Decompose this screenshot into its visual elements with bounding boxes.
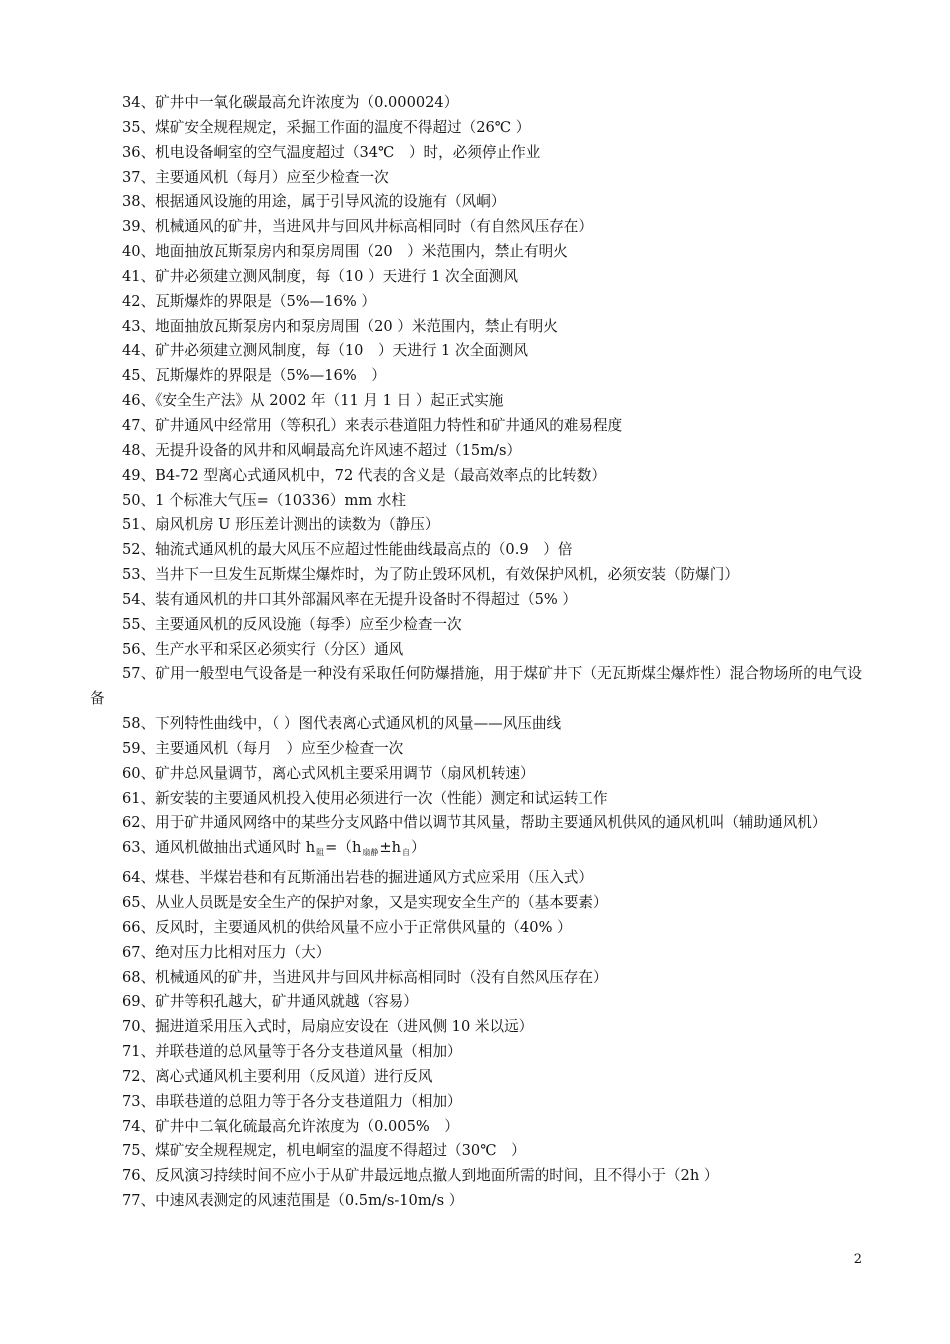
formula-subscript: 扇静 — [362, 848, 379, 858]
list-item: 52、轴流式通风机的最大风压不应超过性能曲线最高点的（0.9 ）倍 — [122, 541, 573, 559]
page-number: 2 — [853, 1252, 862, 1267]
list-item: 71、并联巷道的总风量等于各分支巷道风量（相加） — [122, 1043, 462, 1061]
list-item: 58、下列特性曲线中，（ ）图代表离心式通风机的风量——风压曲线 — [122, 715, 562, 733]
list-item: 46、《安全生产法》从 2002 年（11 月 1 日 ）起正式实施 — [122, 392, 504, 410]
list-item: 37、主要通风机（每月）应至少检查一次 — [122, 168, 389, 186]
formula-middle: =（h — [325, 839, 362, 857]
list-item: 61、新安装的主要通风机投入使用必须进行一次（性能）测定和试运转工作 — [122, 789, 608, 807]
list-item: 44、矿井必须建立测风制度，每（10 ）天进行 1 次全面测风 — [122, 342, 528, 360]
list-item: 51、扇风机房 U 形压差计测出的读数为（静压） — [122, 516, 440, 534]
list-item: 57、矿用一般型电气设备是一种没有采取任何防爆措施，用于煤矿井下（无瓦斯煤尘爆炸性）混合物场所的电气设备 — [90, 665, 862, 708]
list-item: 70、掘进道采用压入式时，局扇应安设在（进风侧 10 米以远） — [122, 1018, 534, 1036]
list-item: 73、串联巷道的总阻力等于各分支巷道阻力（相加） — [122, 1092, 462, 1110]
list-item: 42、瓦斯爆炸的界限是（5%—16% ） — [122, 292, 376, 310]
list-item: 45、瓦斯爆炸的界限是（5%—16% ） — [122, 367, 386, 385]
list-item: 76、反风演习持续时间不应小于从矿井最远地点撤人到地面所需的时间，且不得小于（2h ） — [122, 1167, 719, 1185]
list-item: 77、中速风表测定的风速范围是（0.5m/s-10m/s ） — [122, 1192, 464, 1210]
formula-subscript: 阻 — [316, 848, 325, 858]
list-item: 49、B4-72 型离心式通风机中，72 代表的含义是（最高效率点的比转数） — [122, 466, 606, 484]
list-item: 55、主要通风机的反风设施（每季）应至少检查一次 — [122, 615, 462, 633]
list-item: 60、矿井总风量调节，离心式风机主要采用调节（扇风机转速） — [122, 764, 535, 782]
list-item: 48、无提升设备的风井和风峒最高允许风速不超过（15m/s） — [122, 441, 522, 459]
formula-item — [90, 836, 862, 866]
list-item: 41、矿井必须建立测风制度，每（10 ）天进行 1 次全面测风 — [122, 267, 519, 285]
list-item: 72、离心式通风机主要利用（反风道）进行反风 — [122, 1067, 433, 1085]
list-item: 66、反风时，主要通风机的供给风量不应小于正常供风量的（40% ） — [122, 918, 572, 936]
list-item: 50、1 个标准大气压=（10336）mm 水柱 — [122, 491, 406, 509]
formula-plus-minus: ±h — [379, 839, 402, 857]
list-item: 47、矿井通风中经常用（等积孔）来表示巷道阻力特性和矿井通风的难易程度 — [122, 416, 623, 434]
list-item: 62、用于矿井通风网络中的某些分支风路中借以调节其风量，帮助主要通风机供风的通风机叫（辅助通风机） — [122, 814, 827, 832]
list-item: 68、机械通风的矿井，当进风井与回风井标高相同时（没有自然风压存在） — [122, 968, 608, 986]
formula-close: ） — [411, 839, 426, 857]
list-item: 64、煤巷、半煤岩巷和有瓦斯涌出岩巷的掘进通风方式应采用（压入式） — [122, 869, 593, 887]
formula-lead: 63、通风机做抽出式通风时 h — [122, 839, 316, 857]
question-list — [90, 91, 862, 1214]
list-item: 43、地面抽放瓦斯泵房内和泵房周围（20 ）米范围内，禁止有明火 — [122, 317, 558, 335]
list-item: 38、根据通风设施的用途，属于引导风流的设施有（风峒） — [122, 193, 506, 211]
list-item: 36、机电设备峒室的空气温度超过（34℃ ）时，必须停止作业 — [122, 143, 541, 161]
list-item: 59、主要通风机（每月 ）应至少检查一次 — [122, 739, 404, 757]
formula-subscript: 自 — [402, 848, 411, 858]
list-item: 39、机械通风的矿井，当进风井与回风井标高相同时（有自然风压存在） — [122, 218, 593, 236]
list-item: 35、煤矿安全规程规定，采掘工作面的温度不得超过（26℃ ） — [122, 118, 531, 136]
list-item: 65、从业人员既是安全生产的保护对象，又是实现安全生产的（基本要素） — [122, 894, 608, 911]
list-item: 40、地面抽放瓦斯泵房内和泵房周围（20 ）米范围内，禁止有明火 — [122, 243, 568, 261]
list-item: 34、矿井中一氧化碳最高允许浓度为（0.000024） — [122, 94, 459, 111]
list-item: 75、煤矿安全规程规定，机电峒室的温度不得超过（30℃ ） — [122, 1142, 526, 1160]
list-item: 53、当井下一旦发生瓦斯煤尘爆炸时，为了防止毁环风机，有效保护风机，必须安装（防爆门） — [122, 566, 739, 584]
list-item: 67、绝对压力比相对压力（大） — [122, 943, 331, 961]
list-item: 69、矿井等积孔越大，矿井通风就越（容易） — [122, 993, 418, 1011]
list-item: 74、矿井中二氧化硫最高允许浓度为（0.005% ） — [122, 1117, 459, 1135]
list-item: 54、装有通风机的井口其外部漏风率在无提升设备时不得超过（5% ） — [122, 590, 577, 608]
list-item: 56、生产水平和采区必须实行（分区）通风 — [122, 640, 404, 658]
